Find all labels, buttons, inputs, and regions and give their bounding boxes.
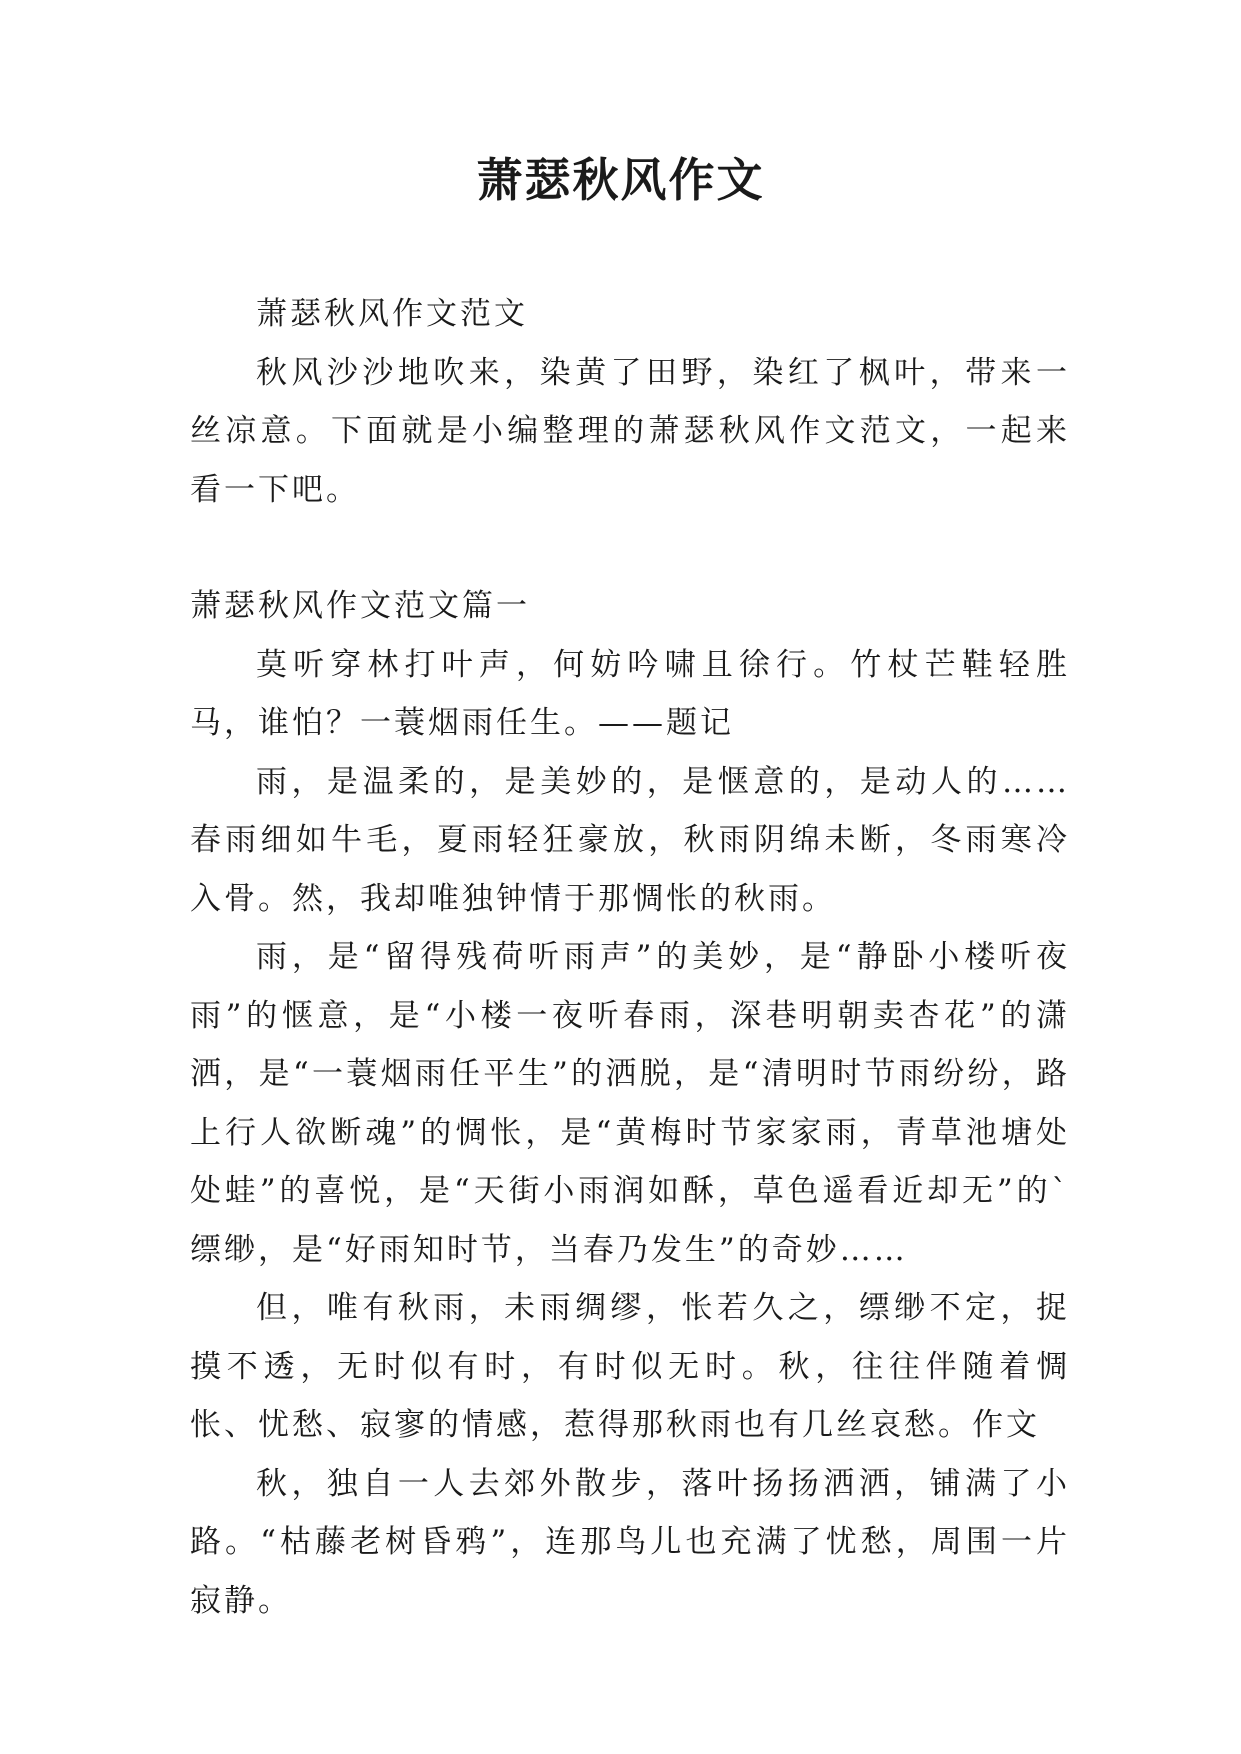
section-heading: 萧瑟秋风作文范文篇一 [190,588,530,624]
paragraph-spacer [190,519,1070,577]
subtitle-paragraph: 萧瑟秋风作文范文 [256,296,528,332]
epigraph-paragraph: 莫听穿林打叶声，何妨吟啸且徐行。竹杖芒鞋轻胜马，谁怕？一蓑烟雨任生。——题记 [190,646,1070,741]
body-paragraph: 雨，是“留得残荷听雨声”的美妙，是“静卧小楼听夜雨”的惬意，是“小楼一夜听春雨，深巷明朝卖杏花”的潇洒，是“一蓑烟雨任平生”的洒脱，是“清明时节雨纷纷，路上行人欲断魂”的惆怅，是“黄梅时节家家雨，青草池塘处处蛙”的喜悦，是“天街小雨润如酥，草色遥看近却无”的`缥缈，是“好雨知时节，当春乃发生”的奇妙…… [190,939,1070,1268]
document-title: 萧瑟秋风作文 [476,153,765,207]
body-paragraph: 雨，是温柔的，是美妙的，是惬意的，是动人的……春雨细如牛毛，夏雨轻狂豪放，秋雨阴绵未断，冬雨寒冷入骨。然，我却唯独钟情于那惆怅的秋雨。 [190,763,1070,917]
body-paragraph: 但，唯有秋雨，未雨绸缪，怅若久之，缥缈不定，捉摸不透，无时似有时，有时似无时。秋，往往伴随着惆怅、忧愁、寂寥的情感，惹得那秋雨也有几丝哀愁。作文 [190,1290,1070,1443]
document-body [190,285,1070,1630]
intro-paragraph: 秋风沙沙地吹来，染黄了田野，染红了枫叶，带来一丝凉意。下面就是小编整理的萧瑟秋风作文范文，一起来看一下吧。 [190,354,1070,508]
body-paragraph: 秋，独自一人去郊外散步，落叶扬扬洒洒，铺满了小路。“枯藤老树昏鸦”，连那鸟儿也充满了忧愁，周围一片寂静。 [190,1465,1070,1619]
